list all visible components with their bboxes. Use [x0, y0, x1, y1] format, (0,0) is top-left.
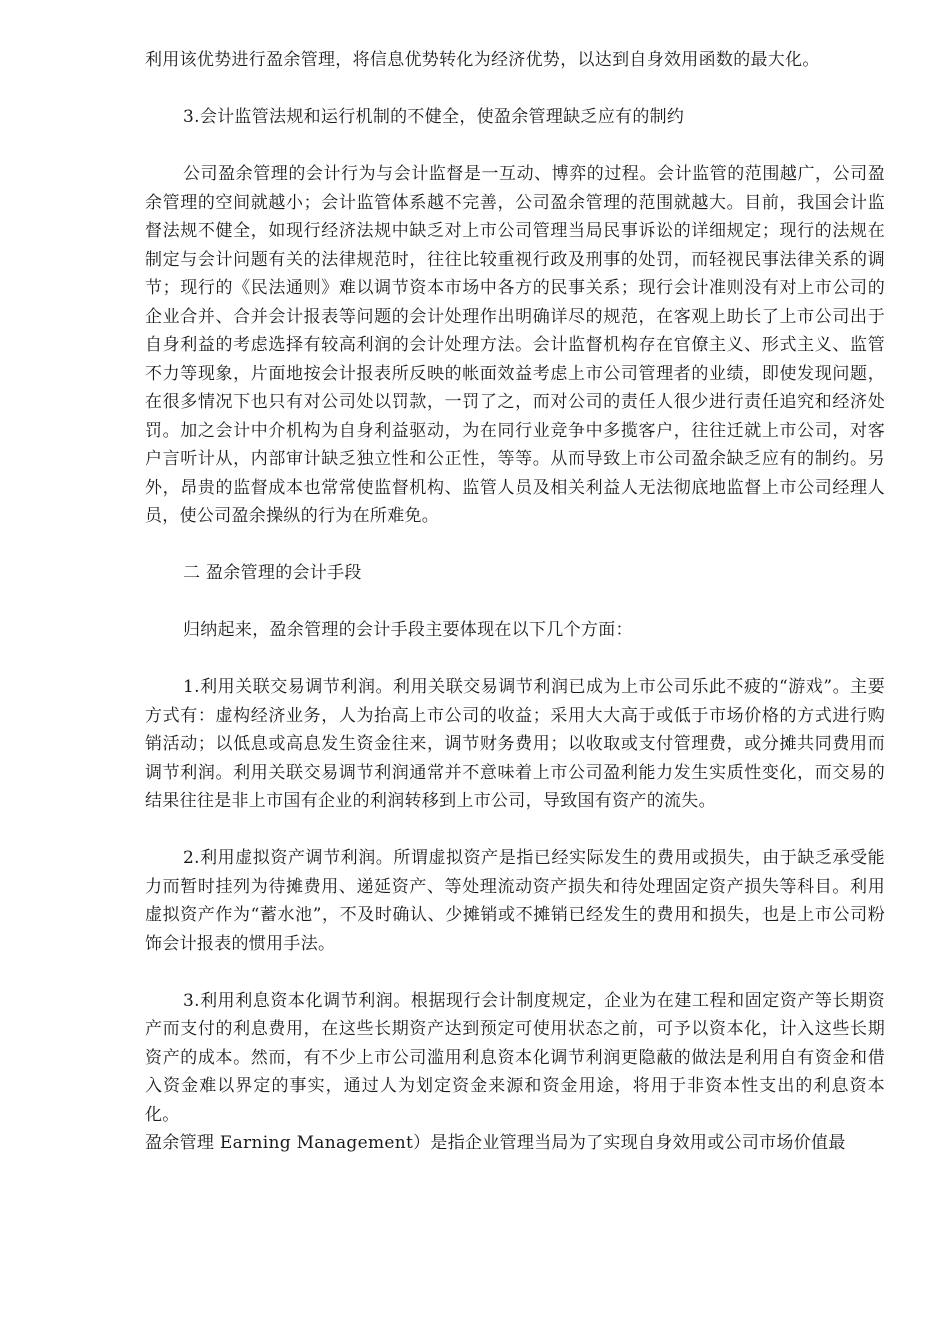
- paragraph-summary: 归纳起来，盈余管理的会计手段主要体现在以下几个方面：: [183, 620, 633, 640]
- paragraph-definition: 盈余管理 Earning Management）是指企业管理当局为了实现自身效用或公司市场价值最: [145, 1133, 846, 1153]
- paragraph-continuation: 利用该优势进行盈余管理，将信息优势转化为经济优势，以达到自身效用函数的最大化。: [145, 50, 820, 70]
- paragraph-supervision: 公司盈余管理的会计行为与会计监督是一互动、博弈的过程。会计监管的范围越广，公司盈余管理的空间就越小；会计监管体系越不完善，公司盈余管理的范围就越大。目前，我国会计监督法规不健全，如现行经济法规中缺乏对上市公司管理当局民事诉讼的详细规定；现行的法规在制定与会计问题有关的法律规范时，往往比较重视行政及刑事的处罚，而轻视民事法律关系的调节；现行的《民法通则》难以调节资本市场中各方的民事关系；现行会计准则没有对上市公司的企业合并、合并会计报表等问题的会计处理作出明确详尽的规范，在客观上助长了上市公司出于自身利益的考虑选择有较高利润的会计处理方法。会计监督机构存在官僚主义、形式主义、监管不力等现象，片面地按会计报表所反映的帐面效益考虑上市公司管理者的业绩，即使发现问题，在很多情况下也只有对公司处以罚款，一罚了之，而对公司的责任人很少进行责任追究和经济处罚。加之会计中介机构为自身利益驱动，为在同行业竞争中多揽客户，往往迁就上市公司，对客户言听计从，内部审计缺乏独立性和公正性，等等。从而导致上市公司盈余缺乏应有的制约。另外，昂贵的监督成本也常常使监督机构、监管人员及相关利益人无法彻底地监督上市公司经理人员，使公司盈余操纵的行为在所难免。: [145, 164, 885, 526]
- paragraph-related-transactions: 1.利用关联交易调节利润。利用关联交易调节利润已成为上市公司乐此不疲的“游戏”。主要方式有：虚构经济业务，人为抬高上市公司的收益；采用大大高于或低于市场价格的方式进行购销活动；以低息或高息发生资金往来，调节财务费用；以收取或支付管理费，或分摊共同费用而调节利润。利用关联交易调节利润通常并不意味着上市公司盈利能力发生实质性变化，而交易的结果往往是非上市国有企业的利润转移到上市公司，导致国有资产的流失。: [145, 677, 885, 811]
- paragraph-virtual-assets: 2.利用虚拟资产调节利润。所谓虚拟资产是指已经实际发生的费用或损失，由于缺乏承受能力而暂时挂列为待摊费用、递延资产、等处理流动资产损失和待处理固定资产损失等科目。利用虚拟资产作为“蓄水池”，不及时确认、少摊销或不摊销已经发生的费用和损失，也是上市公司粉饰会计报表的惯用手法。: [145, 848, 885, 954]
- document-page: [145, 46, 885, 1158]
- section-heading-3: 3.会计监管法规和运行机制的不健全，使盈余管理缺乏应有的制约: [183, 107, 685, 127]
- paragraph-interest-capitalization: 3.利用利息资本化调节利润。根据现行会计制度规定，企业为在建工程和固定资产等长期资产而支付的利息费用，在这些长期资产达到预定可使用状态之前，可予以资本化，计入这些长期资产的成本。然而，有不少上市公司滥用利息资本化调节利润更隐蔽的做法是利用自有资金和借入资金难以界定的事实，通过人为划定资金来源和资金用途，将用于非资本性支出的利息资本化。: [145, 990, 885, 1125]
- chapter-heading-2: 二 盈余管理的会计手段: [183, 563, 362, 583]
